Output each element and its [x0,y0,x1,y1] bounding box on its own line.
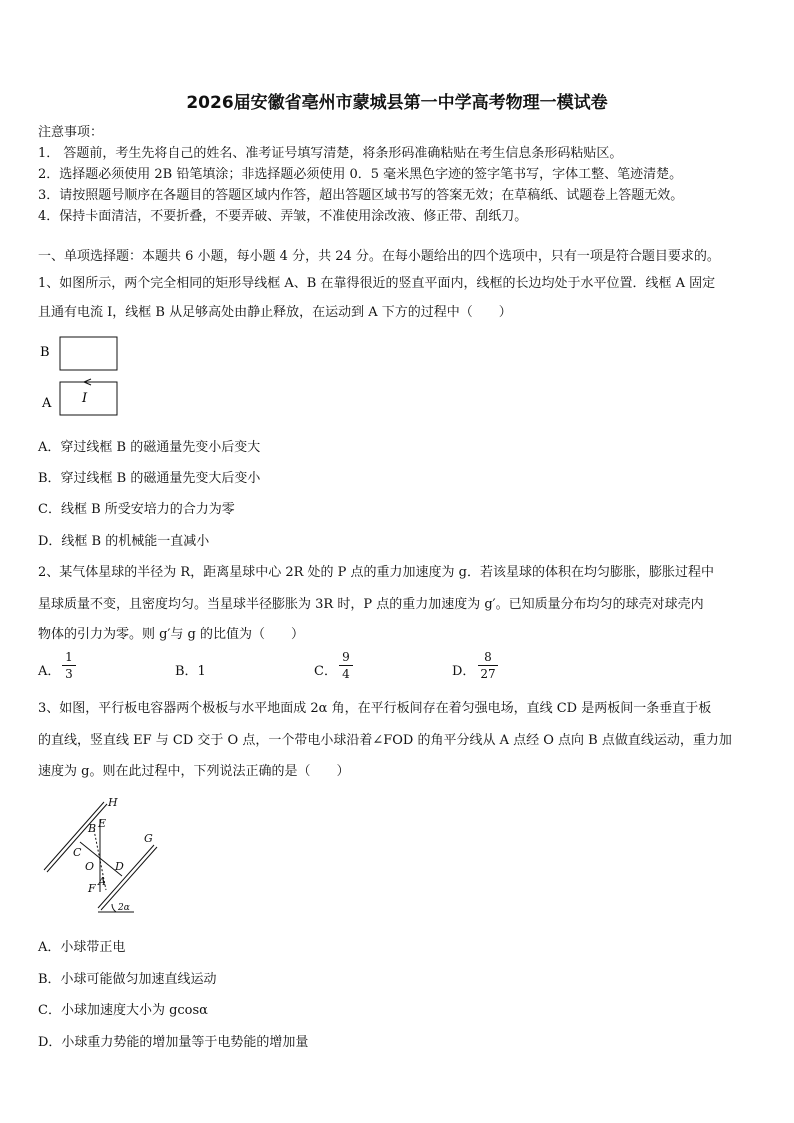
numerator: 9 [342,650,350,664]
q1-stem-line-1: 1、如图所示，两个完全相同的矩形导线框 A、B 在靠得很近的竖直平面内，线框的长边均处于水平位置．线框 A 固定 [38,276,716,291]
plate-left [44,802,107,870]
plate-right-edge [101,847,157,910]
label-e: E [98,817,107,830]
label-a: A [98,875,106,888]
label-angle: 2α [118,903,130,913]
plate-left-edge [47,804,107,872]
q2-choice-b-label: B．1 [175,664,206,679]
q3-option-d: D．小球重力势能的增加量等于电势能的增加量 [38,1035,309,1050]
q3-option-a: A．小球带正电 [38,940,126,955]
q3-stem-line-2: 的直线，竖直线 EF 与 CD 交于 O 点，一个带电小球沿着∠FOD 的角平分线从 A 点经 O 点向 B 点做直线运动，重力加 [38,733,732,748]
q3-stem-line-3: 速度为 g。则在此过程中，下列说法正确的是（ ） [38,764,350,779]
q1-label-b: B [40,345,50,360]
label-h: H [108,796,118,809]
frame-a [60,382,117,415]
label-d: D [115,860,124,873]
q2-choice-a-fraction [62,650,76,681]
label-c: C [73,846,82,859]
page-title: 2026届安徽省亳州市蒙城县第一中学高考物理一模试卷 [186,93,608,113]
label-o: O [85,860,95,873]
denominator: 4 [342,667,350,681]
q2-choice-a-label: A． [38,664,61,679]
notice-heading: 注意事项： [38,125,104,140]
q2-stem-line-1: 2、某气体星球的半径为 R，距离星球中心 2R 处的 P 点的重力加速度为 g．若该星球的体积在均匀膨胀，膨胀过程中 [38,565,714,580]
numerator: 1 [65,650,73,664]
q1-option-d: D．线框 B 的机械能一直减小 [38,534,210,549]
q2-choice-c-label: C． [314,664,337,679]
notice-item-2: 2．选择题必须使用 2B 铅笔填涂；非选择题必须使用 0．5 毫米黑色字迹的签字笔书写，字体工整、笔迹清楚。 [38,167,683,182]
q3-option-c: C．小球加速度大小为 gcosα [38,1003,208,1018]
denominator: 27 [480,667,496,681]
section-heading: 一、单项选择题：本题共 6 小题，每小题 4 分，共 24 分。在每小题给出的四个选项中，只有一项是符合题目要求的。 [38,249,720,264]
frame-b [60,337,117,370]
q2-stem-line-3: 物体的引力为零。则 g′与 g 的比值为（ ） [38,627,304,642]
q3-figure [36,792,166,920]
q1-option-b: B．穿过线框 B 的磁通量先变大后变小 [38,471,261,486]
notice-item-3: 3．请按照题号顺序在各题目的答题区域内作答，超出答题区域书写的答案无效；在草稿纸、试题卷上答题无效。 [38,188,684,203]
label-b: B [88,822,97,835]
numerator: 8 [484,650,492,664]
notice-item-4: 4．保持卡面清洁，不要折叠，不要弄破、弄皱，不准使用涂改液、修正带、刮纸刀。 [38,209,528,224]
denominator: 3 [65,667,73,681]
label-g: G [144,832,153,845]
q1-option-a: A．穿过线框 B 的磁通量先变小后变大 [38,440,261,455]
q1-label-i: I [82,391,88,406]
q1-stem-line-2: 且通有电流 I，线框 B 从足够高处由静止释放，在运动到 A 下方的过程中（ ） [38,305,512,320]
notice-item-1: 1． 答题前，考生先将自己的姓名、准考证号填写清楚，将条形码准确粘贴在考生信息条形码粘贴区。 [38,146,623,161]
q3-option-b: B．小球可能做匀加速直线运动 [38,972,217,987]
angle-arc [112,904,116,912]
q2-choice-c-fraction [339,650,353,681]
q2-choice-d-fraction [478,650,498,681]
q3-stem-line-1: 3、如图，平行板电容器两个极板与水平地面成 2α 角，在平行板间存在着匀强电场，直线 CD 是两板间一条垂直于板 [38,701,712,716]
q2-stem-line-2: 星球质量不变，且密度均匀。当星球半径膨胀为 3R 时，P 点的重力加速度为 g′。已知质量分布均匀的球壳对球壳内 [38,597,704,612]
q1-figure [36,332,126,422]
plate-right [98,845,154,908]
q1-option-c: C．线框 B 所受安培力的合力为零 [38,502,235,517]
label-f: F [88,882,96,895]
q2-choice-d-label: D． [452,664,476,679]
q1-label-a: A [42,396,52,411]
